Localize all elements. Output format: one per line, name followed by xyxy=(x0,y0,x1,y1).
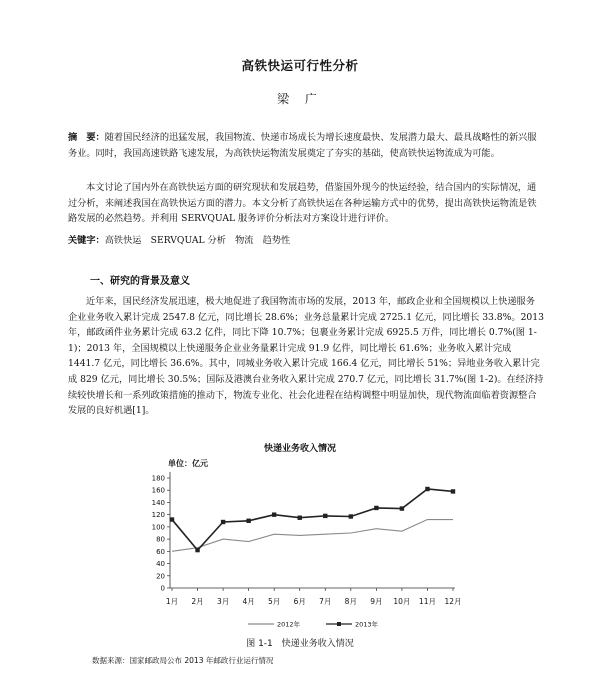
chart-legend xyxy=(248,620,379,629)
figure-caption: 图 1-1 快递业务收入情况 xyxy=(246,639,354,649)
revenue-line-chart xyxy=(130,452,470,636)
section-heading: 一、研究的背景及意义 xyxy=(90,276,190,287)
data-point xyxy=(195,548,199,552)
abstract-paragraph-2: 本文讨论了国内外在高铁快运方面的研究现状和发展趋势，借鉴国外现今的快运经验，结合国内的实际情况，通过分析，来阐述我国在高铁快运方面的潜力。本文分析了高铁快运在各种运输方式中的优势，提出高铁快运物流是铁路发展的必然趋势。并利用 SERVQUAL 服务评价分析法对方案设计进行评价。 xyxy=(68,182,537,224)
y-tick-label: 160 xyxy=(151,486,165,495)
y-tick-label: 80 xyxy=(156,535,165,544)
data-source: 数据来源：国家邮政局公布 2013 年邮政行业运行情况 xyxy=(92,656,274,665)
data-point xyxy=(272,512,276,516)
data-point xyxy=(349,514,353,518)
x-tick-label: 2月 xyxy=(191,597,204,606)
series-line-2013年 xyxy=(172,489,453,550)
x-tick-label: 1月 xyxy=(165,597,179,606)
x-tick-label: 5月 xyxy=(268,597,281,606)
data-point xyxy=(221,520,225,524)
x-tick-label: 3月 xyxy=(216,597,230,606)
x-tick-label: 7月 xyxy=(319,597,332,606)
author-name: 梁 广 xyxy=(277,92,323,106)
keywords-label: 关键字： xyxy=(68,235,105,246)
legend-label: 2013年 xyxy=(355,620,379,629)
x-tick-label: 9月 xyxy=(370,597,383,606)
y-tick-label: 20 xyxy=(156,572,165,581)
x-tick-label: 6月 xyxy=(293,597,306,606)
keywords-text: 高铁快运 SERVQUAL 分析 物流 趋势性 xyxy=(104,235,291,246)
body-paragraph: 近年来，国民经济发展迅速，极大地促进了我国物流市场的发展，2013 年，邮政企业和全国规模以上快递服务企业业务收入累计完成 2547.8 亿元，同比增长 28.6%；业务总量累计完成 2725.1 亿元，同比增长 33.8%。2013 年，邮政函件业务累计完成 63.2 亿件，同比下降 10.7%；包裹业务累计完成 6925.5 万件，同比增长 0.7%(图 1-1)；2013 年，全国规模以上快递服务企业业务量累计完成 91.9 亿件，同比增长 61.6%；业务收入累计完成 1441.7 亿元，同比增长 36.6%。其中，同城业务收入累计完成 166.4 亿元，同比增长 51%；异地业务收入累计完成 829 亿元，同比增长 30.5%；国际及港澳台业务收入累计完成 270.7 亿元，同比增长 31.7%(图 1-2)。在经济持续较快增长和一系列政策措施的推动下，物流专业化、社会化进程在结构调整中明显加快，现代物流面临着资源整合发展的良好机遇[1]。 xyxy=(68,296,544,417)
chart-title: 快递业务收入情况 xyxy=(263,444,336,454)
abstract-text: 随着国民经济的迅猛发展，我国物流、快递市场成长为增长速度最快、发展潜力最大、最具战略性的新兴服务业。同时，我国高速铁路飞速发展，为高铁快运物流发展奠定了夯实的基础，使高铁快运物流成为可能。 xyxy=(68,132,537,159)
chart-unit-label: 单位：亿元 xyxy=(168,459,208,468)
series-line-2012年 xyxy=(172,520,453,552)
chart-axes xyxy=(152,472,462,606)
y-tick-label: 180 xyxy=(151,474,165,483)
y-tick-label: 120 xyxy=(151,511,165,520)
x-tick-label: 12月 xyxy=(444,597,462,606)
x-tick-label: 4月 xyxy=(242,597,255,606)
legend-label: 2012年 xyxy=(277,620,301,629)
data-point xyxy=(451,489,455,493)
x-tick-label: 10月 xyxy=(393,597,411,606)
x-tick-label: 8月 xyxy=(344,597,357,606)
legend-marker xyxy=(337,622,341,626)
y-tick-label: 100 xyxy=(151,523,165,532)
abstract xyxy=(68,130,540,161)
abstract-label: 摘 要： xyxy=(68,132,105,143)
data-point xyxy=(400,506,404,510)
data-point xyxy=(246,519,250,523)
data-point xyxy=(170,517,174,521)
paper-title: 高铁快运可行性分析 xyxy=(241,58,359,73)
data-point xyxy=(323,514,327,518)
x-tick-label: 11月 xyxy=(418,597,436,606)
keywords xyxy=(68,233,540,249)
data-point xyxy=(425,487,429,491)
y-tick-label: 60 xyxy=(156,547,165,556)
data-point xyxy=(298,516,302,520)
y-tick-label: 40 xyxy=(156,560,165,569)
chart-series xyxy=(170,487,455,553)
y-tick-label: 0 xyxy=(160,584,165,593)
y-tick-label: 140 xyxy=(151,498,165,507)
data-point xyxy=(374,506,378,510)
